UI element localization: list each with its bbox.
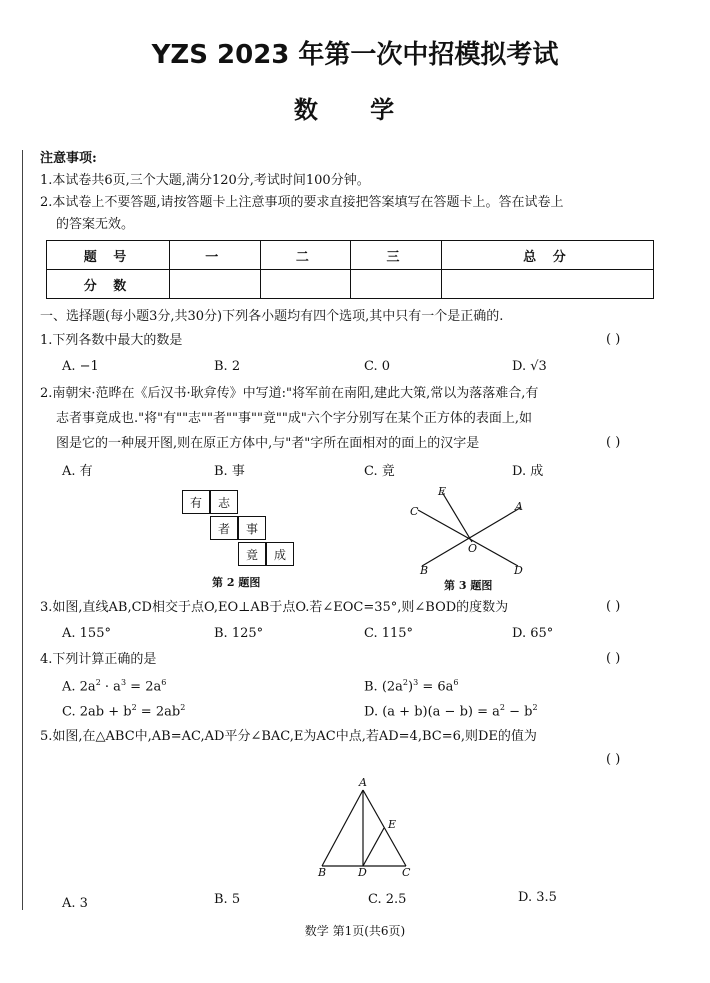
side-AB (322, 790, 363, 866)
cube-net-face: 成 (266, 542, 294, 566)
point-label-a: A (359, 776, 367, 789)
cube-net-face: 竟 (238, 542, 266, 566)
exam-title: YZS 2023 年第一次中招模拟考试 (151, 40, 559, 70)
q2-stem-line-2: 志者事竟成也."将"有""志""者""事""竟""成"六个字分别写在某个正方体的表面上,如 (56, 411, 532, 426)
q3-option-d: D. 65° (512, 626, 554, 641)
score-table-blank-cell[interactable] (260, 270, 351, 299)
q2-stem-line-1: 2.南朝宋·范晔在《后汉书·耿弇传》中写道:"将军前在南阳,建此大策,常以为落落难合,有 (40, 386, 539, 401)
q4-option-d: D. $(a + b)(a - b) = a^2 - b^2$ (364, 703, 538, 720)
q2-option-d: D. 成 (512, 464, 544, 479)
section-1-heading: 一、选择题(每小题3分,共30分)下列各小题均有四个选项,其中只有一个是正确的. (40, 309, 504, 324)
q5-stem: 5.如图,在△ABC中,AB=AC,AD平分∠BAC,E为AC中点,若AD=4,BC=6,则DE的值为 (40, 729, 537, 744)
score-table-score-row (47, 270, 654, 299)
score-table-blank-cell[interactable] (441, 270, 653, 299)
point-label-o: O (468, 542, 478, 555)
q1-answer-paren: ( ) (606, 332, 621, 347)
q1-option-d: D. √3 (512, 359, 547, 374)
notice-item-1: 1.本试卷共6页,三个大题,满分120分,考试时间100分钟。 (40, 173, 370, 188)
q2-option-b: B. 事 (214, 464, 245, 479)
score-table-cell: 二 (260, 241, 351, 270)
point-label-c: C (402, 866, 411, 879)
point-label-e: E (388, 818, 397, 831)
point-label-e: E (438, 485, 447, 498)
notice-item-2-line-1: 2.本试卷上不要答题,请按答题卡上注意事项的要求直接把答案填写在答题卡上。答在试卷上 (40, 195, 564, 210)
point-label-b: B (318, 866, 327, 879)
q3-option-c: C. 115° (364, 626, 414, 641)
cube-net-face: 志 (210, 490, 238, 514)
score-table-cell: 分 数 (47, 270, 170, 299)
line-EO (442, 492, 472, 542)
q1-stem: 1.下列各数中最大的数是 (40, 333, 183, 348)
q3-stem: 3.如图,直线AB,CD相交于点O,EO⊥AB于点O.若∠EOC=35°,则∠BOD的度数为 (40, 600, 509, 615)
q2-figure-caption: 第 2 题图 (212, 576, 261, 589)
score-table-header-row (47, 241, 654, 270)
q3-option-a: A. 155° (62, 626, 111, 641)
q5-figure (310, 778, 420, 874)
q1-option-b: B. 2 (214, 359, 241, 374)
score-table-cell: 一 (170, 241, 261, 270)
score-table (46, 240, 654, 299)
notice-heading: 注意事项: (40, 151, 97, 166)
q4-option-a: A. $2a^2 \cdot a^3 = 2a^6$ (62, 678, 167, 695)
cube-net-face: 者 (210, 516, 238, 540)
q5-option-c: C. 2.5 (368, 892, 407, 907)
page-footer: 数学 第1页(共6页) (304, 924, 406, 938)
score-table-cell: 题 号 (47, 241, 170, 270)
line-AB (422, 508, 520, 566)
q3-answer-paren: ( ) (606, 599, 621, 614)
q5-option-b: B. 5 (214, 892, 241, 907)
q2-answer-paren: ( ) (606, 435, 621, 450)
score-table-cell: 总 分 (441, 241, 653, 270)
q1-option-a: A. −1 (62, 359, 99, 374)
q4-option-c: C. $2ab + b^2 = 2ab^2$ (62, 703, 186, 720)
q5-answer-paren: ( ) (606, 752, 621, 767)
point-label-c: C (410, 505, 419, 518)
q3-figure-caption: 第 3 题图 (444, 579, 493, 592)
exam-subject: 数 学 (293, 96, 417, 124)
cube-net-face: 事 (238, 516, 266, 540)
point-label-d: D (358, 866, 367, 879)
q2-option-c: C. 竟 (364, 464, 395, 479)
cube-net-face: 有 (182, 490, 210, 514)
q3-option-b: B. 125° (214, 626, 264, 641)
binding-line (22, 150, 23, 910)
q2-option-a: A. 有 (62, 464, 93, 479)
q4-stem: 4.下列计算正确的是 (40, 652, 157, 667)
point-label-d: D (514, 564, 523, 577)
q5-option-d: D. 3.5 (518, 890, 557, 905)
segment-DE (363, 828, 384, 866)
q2-stem-line-3: 图是它的一种展开图,则在原正方体中,与"者"字所在面相对的面上的汉字是 (56, 436, 480, 451)
notice-item-2-line-2: 的答案无效。 (56, 217, 135, 232)
score-table-blank-cell[interactable] (170, 270, 261, 299)
q1-option-c: C. 0 (364, 359, 391, 374)
q4-option-b: B. $(2a^2)^3 = 6a^6$ (364, 678, 459, 695)
point-label-a: A (515, 500, 523, 513)
score-table-blank-cell[interactable] (351, 270, 442, 299)
q5-option-a: A. 3 (62, 896, 88, 911)
q4-answer-paren: ( ) (606, 651, 621, 666)
score-table-cell: 三 (351, 241, 442, 270)
point-label-b: B (420, 564, 429, 577)
